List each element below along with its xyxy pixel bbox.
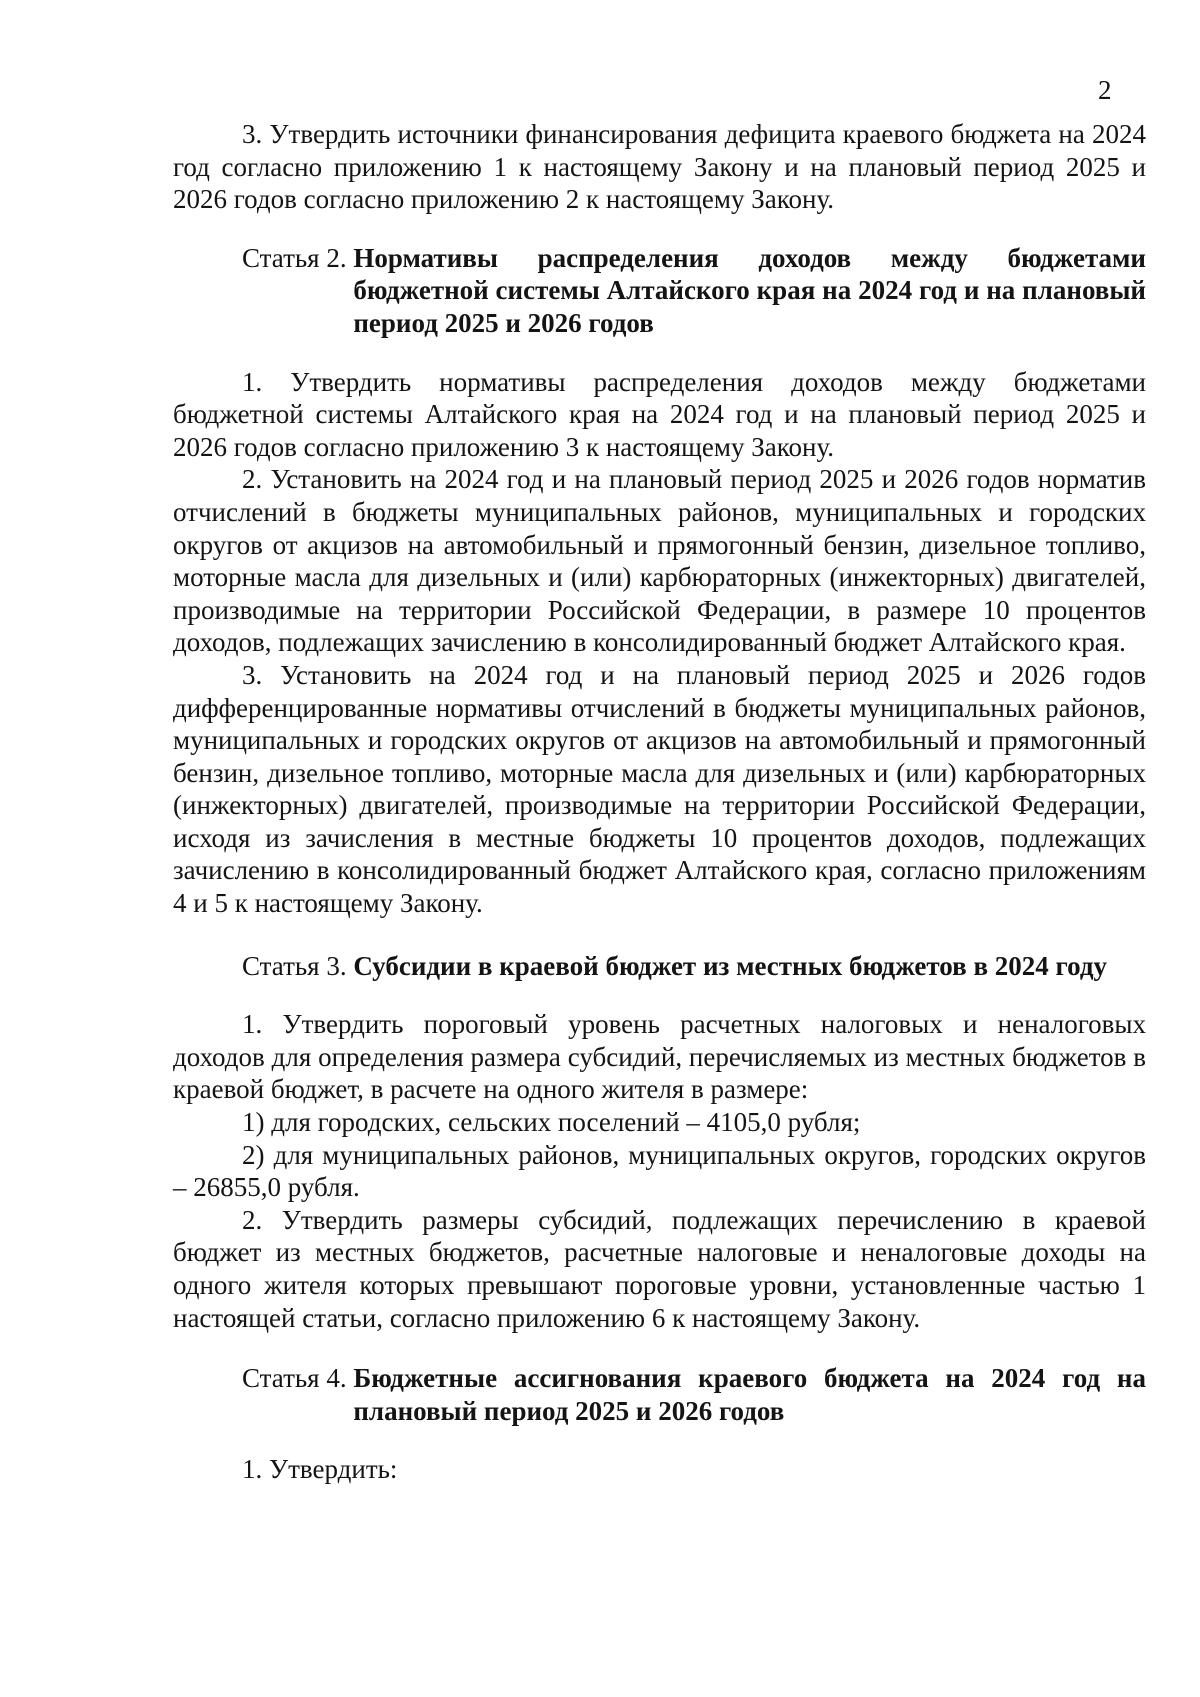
paragraph-article3-subitem2: 2) для муниципальных районов, муниципальных округов, городских округов – 26855,0 рубля.: [173, 1139, 1146, 1203]
paragraph-article2-item3: 3. Установить на 2024 год и на плановый период 2025 и 2026 годов дифференцированные нормативы отчислений в бюджеты муниципальных районов, муниципальных и городских округов от акцизов на автомобильный и прямогонный бензин, дизельное топливо, моторные масла для дизельных и (или) карбюраторных (инжекторных) двигателей, производимые на территории Российской Федерации, исходя из зачисления в местные бюджеты 10 процентов доходов, подлежащих зачислению в консолидированный бюджет Алтайского края, согласно приложениям 4 и 5 к настоящему Закону.: [173, 659, 1146, 919]
paragraph-article4-item1: 1. Утвердить:: [242, 1454, 398, 1485]
article-3-label: Статья 3.: [242, 950, 354, 981]
article-2-heading: [242, 242, 1146, 340]
paragraph-article3-subitem1: 1) для городских, сельских поселений – 4105,0 рубля;: [242, 1107, 861, 1138]
paragraph-article2-item1: 1. Утвердить нормативы распределения доходов между бюджетами бюджетной системы Алтайского края на 2024 год и на плановый период 2025 и 2026 годов согласно приложению 3 к настоящему Закону.: [173, 366, 1146, 462]
paragraph-article3-item1: 1. Утвердить пороговый уровень расчетных налоговых и неналоговых доходов для определения размера субсидий, перечисляемых из местных бюджетов в краевой бюджет, в расчете на одного жителя в размере:: [173, 1009, 1146, 1105]
paragraph-article1-item3: 3. Утвердить источники финансирования дефицита краевого бюджета на 2024 год согласно приложению 1 к настоящему Закону и на плановый период 2025 и 2026 годов согласно приложению 2 к настоящему Закону.: [173, 119, 1146, 215]
article-4-label: Статья 4.: [242, 1363, 354, 1394]
paragraph-article2-item2: 2. Установить на 2024 год и на плановый период 2025 и 2026 годов норматив отчислений в бюджеты муниципальных районов, муниципальных и городских округов от акцизов на автомобильный и прямогонный бензин, дизельное топливо, моторные масла для дизельных и (или) карбюраторных (инжекторных) двигателей, производимые на территории Российской Федерации, в размере 10 процентов доходов, подлежащих зачислению в консолидированный бюджет Алтайского края.: [173, 464, 1146, 658]
article-2-label: Статья 2.: [242, 242, 354, 273]
page-number: 2: [1098, 75, 1112, 105]
article-4-title: Бюджетные ассигнования краевого бюджета на 2024 год на плановый период 2025 и 2026 годов: [353, 1363, 1146, 1426]
article-3-heading: [242, 950, 1146, 983]
article-4-heading: [242, 1362, 1146, 1427]
document-body: [173, 118, 1146, 1486]
article-2-title: Нормативы распределения доходов между бюджетами бюджетной системы Алтайского края на 2024 год и на плановый период 2025 и 2026 годов: [353, 242, 1146, 338]
paragraph-article3-item2: 2. Утвердить размеры субсидий, подлежащих перечислению в краевой бюджет из местных бюджетов, расчетные налоговые и неналоговые доходы на одного жителя которых превышают пороговые уровни, установленные частью 1 настоящей статьи, согласно приложению 6 к настоящему Закону.: [173, 1204, 1146, 1333]
article-3-title: Субсидии в краевой бюджет из местных бюджетов в 2024 году: [353, 950, 1108, 981]
